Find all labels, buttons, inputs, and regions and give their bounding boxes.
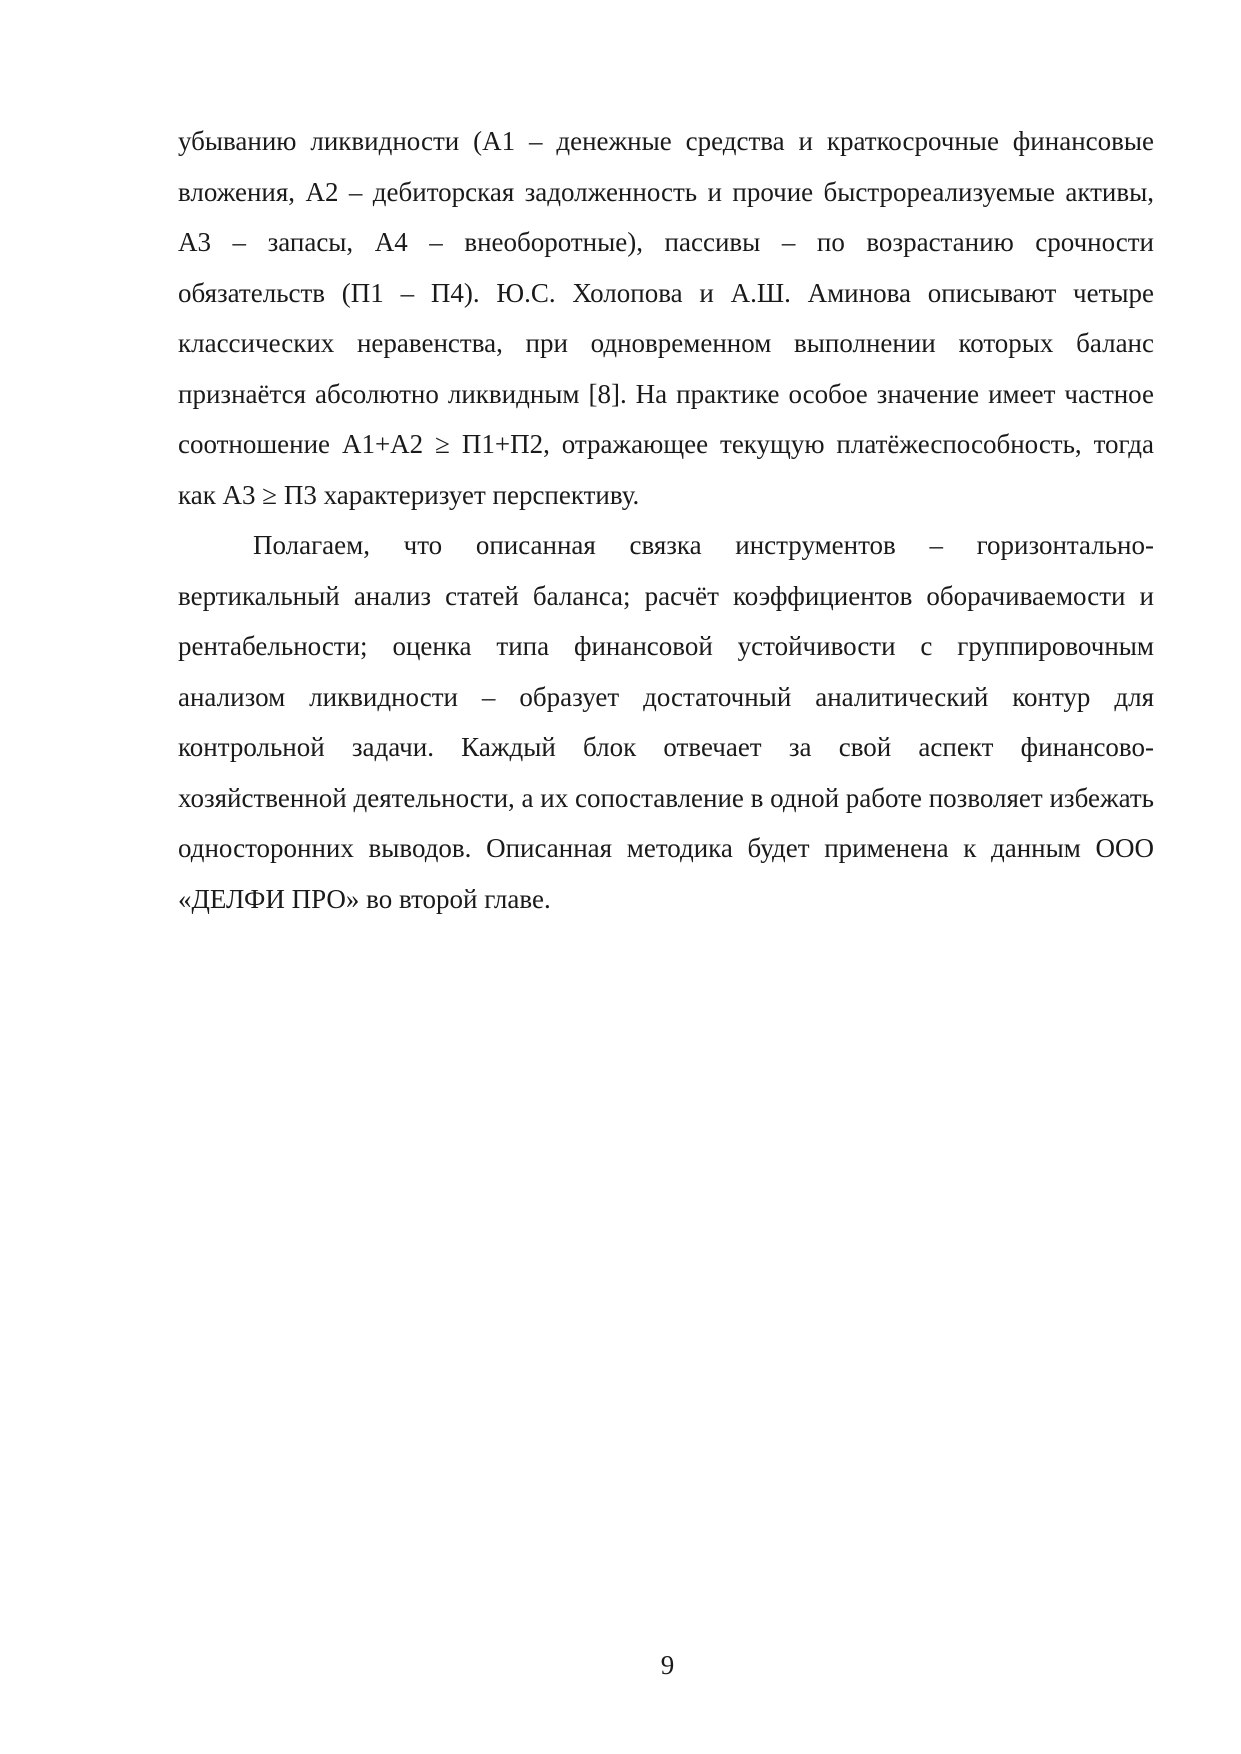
paragraph-continuation: убыванию ликвидности (А1 – денежные средства и краткосрочные финансовые вложения, А2 – дебиторская задолженность и прочие быстрореализуемые активы, А3 – запасы, А4 – внеоборотные), пассивы – по возрастанию срочности обязательств (П1 – П4). Ю.С. Холопова и А.Ш. Аминова описывают четыре классических неравенства, при одновременном выполнении которых баланс признаётся абсолютно ликвидным [8]. На практике особое значение имеет частное соотношение А1+А2 ≥ П1+П2, отражающее текущую платёжеспособность, тогда как А3 ≥ П3 характеризует перспективу.: [178, 126, 1154, 510]
paragraph-conclusion: Полагаем, что описанная связка инструментов – горизонтально-вертикальный анализ статей баланса; расчёт коэффициентов оборачиваемости и рентабельности; оценка типа финансовой устойчивости с группировочным анализом ликвидности – образует достаточный аналитический контур для контрольной задачи. Каждый блок отвечает за свой аспект финансово-хозяйственной деятельности, а их сопоставление в одной работе позволяет избежать односторонних выводов. Описанная методика будет применена к данным ООО «ДЕЛФИ ПРО» во второй главе.: [178, 530, 1154, 914]
body-text: [178, 116, 1154, 924]
page-number: 9: [660, 1650, 675, 1680]
